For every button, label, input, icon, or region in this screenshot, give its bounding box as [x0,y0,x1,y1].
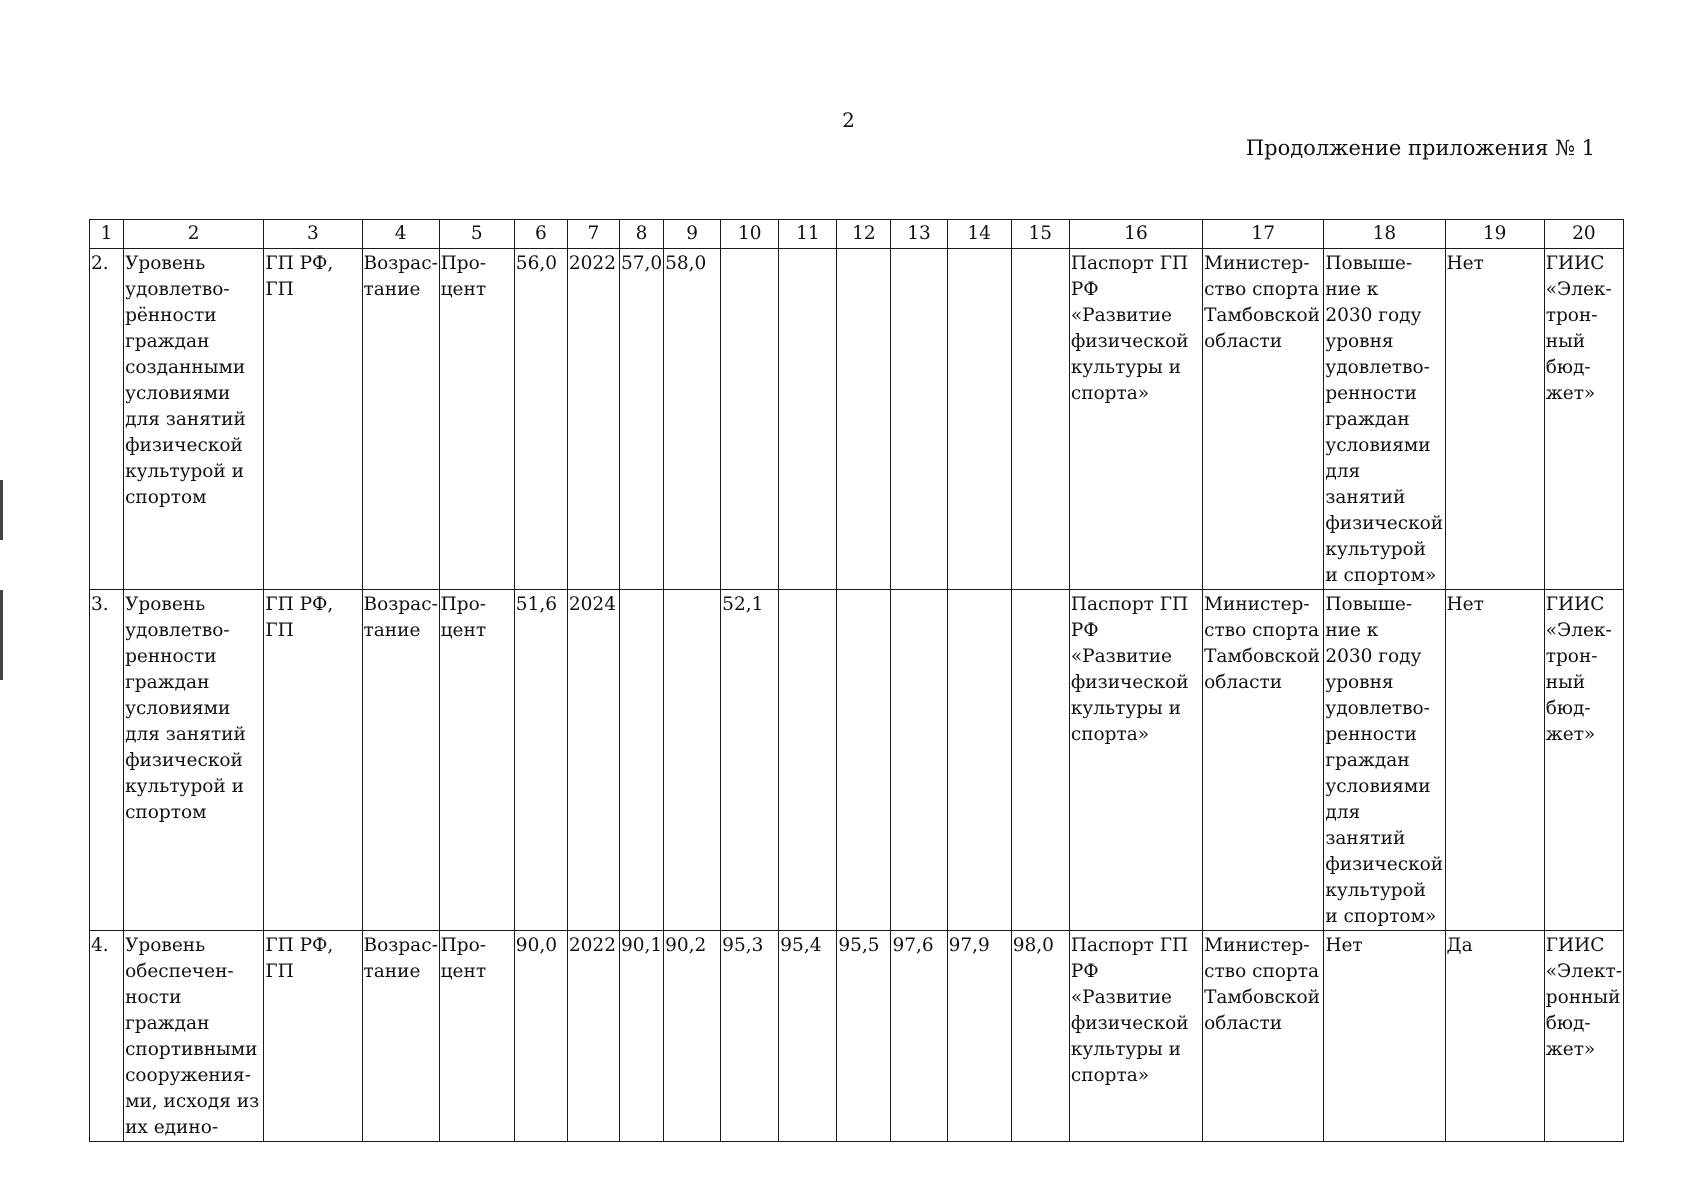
table-cell: 90,1 [619,931,663,1142]
table-cell: 97,9 [947,931,1011,1142]
column-number: 3 [264,220,362,249]
table-cell: 51,6 [514,590,567,931]
column-number: 1 [90,220,124,249]
column-number: 14 [947,220,1011,249]
appendix-caption: Продолжение приложения № 1 [1245,136,1595,160]
table-cell: Министер- ство спорта Тамбовской области [1203,590,1324,931]
table-cell: Возрас- тание [362,590,439,931]
table-cell: ГП РФ, ГП [264,931,362,1142]
column-number: 19 [1445,220,1544,249]
table-cell: Паспорт ГП РФ «Развитие физической культуры и спорта» [1069,590,1202,931]
column-number: 17 [1203,220,1324,249]
column-number: 10 [721,220,779,249]
table-cell [1011,249,1069,590]
column-number: 18 [1324,220,1445,249]
table-cell: Возрас- тание [362,249,439,590]
column-number: 11 [779,220,837,249]
table-cell: Про- цент [439,590,514,931]
table-cell: 90,2 [664,931,721,1142]
table-cell: 95,5 [837,931,891,1142]
table-cell: Нет [1324,931,1445,1142]
table-cell: 4. [90,931,124,1142]
column-number: 7 [567,220,619,249]
column-number: 4 [362,220,439,249]
table-cell: Уровень удовлетво- ренности граждан условиями для занятий физической культурой и спортом [124,590,264,931]
table-cell: ГИИС «Элек- трон- ный бюд- жет» [1544,590,1623,931]
column-number: 8 [619,220,663,249]
page-number: 2 [842,108,855,132]
table-cell: ГП РФ, ГП [264,590,362,931]
table-cell [779,590,837,931]
table-cell: 95,4 [779,931,837,1142]
table-row [90,931,1624,1142]
table-cell [619,590,663,931]
table-cell: ГИИС «Элект- ронный бюд- жет» [1544,931,1623,1142]
scan-edge-mark [0,590,3,680]
table-cell: 58,0 [664,249,721,590]
column-number: 9 [664,220,721,249]
table-cell: Да [1445,931,1544,1142]
table-cell: Повыше- ние к 2030 году уровня удовлетво- ренности граждан условиями для занятий физической культурой и спортом» [1324,590,1445,931]
table-cell: Паспорт ГП РФ «Развитие физической культуры и спорта» [1069,249,1202,590]
table-cell [891,590,947,931]
indicators-table [89,219,1624,1142]
table-cell: 56,0 [514,249,567,590]
indicators-table-container [89,219,1624,1138]
table-cell [837,590,891,931]
table-cell [779,249,837,590]
column-number: 5 [439,220,514,249]
table-cell: 52,1 [721,590,779,931]
table-cell [891,249,947,590]
table-cell: Про- цент [439,931,514,1142]
scan-edge-mark [0,480,3,540]
column-number: 6 [514,220,567,249]
table-cell: 90,0 [514,931,567,1142]
table-cell [721,249,779,590]
column-number: 2 [124,220,264,249]
table-row [90,590,1624,931]
table-cell: Нет [1445,590,1544,931]
table-cell: 97,6 [891,931,947,1142]
column-number: 12 [837,220,891,249]
table-cell: 3. [90,590,124,931]
table-cell [1011,590,1069,931]
column-number: 13 [891,220,947,249]
table-cell [947,590,1011,931]
table-cell: 95,3 [721,931,779,1142]
table-cell: 2022 [567,931,619,1142]
column-number: 15 [1011,220,1069,249]
table-cell: Про- цент [439,249,514,590]
table-cell: 2. [90,249,124,590]
table-row [90,249,1624,590]
table-cell: 57,0 [619,249,663,590]
table-cell: 2024 [567,590,619,931]
table-cell [947,249,1011,590]
table-cell: Министер- ство спорта Тамбовской области [1203,931,1324,1142]
table-cell [664,590,721,931]
table-cell: Повыше- ние к 2030 году уровня удовлетво- ренности граждан условиями для занятий физической культурой и спортом» [1324,249,1445,590]
table-cell: Уровень обеспечен- ности граждан спортивными сооружения- ми, исходя из их едино- [124,931,264,1142]
column-number-row [90,220,1624,249]
column-number: 16 [1069,220,1202,249]
table-cell: Возрас- тание [362,931,439,1142]
column-number: 20 [1544,220,1623,249]
table-cell: Нет [1445,249,1544,590]
table-cell: 2022 [567,249,619,590]
table-cell: ГП РФ, ГП [264,249,362,590]
table-cell: 98,0 [1011,931,1069,1142]
table-cell [837,249,891,590]
table-cell: Министер- ство спорта Тамбовской области [1203,249,1324,590]
table-cell: ГИИС «Элек- трон- ный бюд- жет» [1544,249,1623,590]
table-cell: Уровень удовлетво- рённости граждан созданными условиями для занятий физической культурой и спортом [124,249,264,590]
table-cell: Паспорт ГП РФ «Развитие физической культуры и спорта» [1069,931,1202,1142]
